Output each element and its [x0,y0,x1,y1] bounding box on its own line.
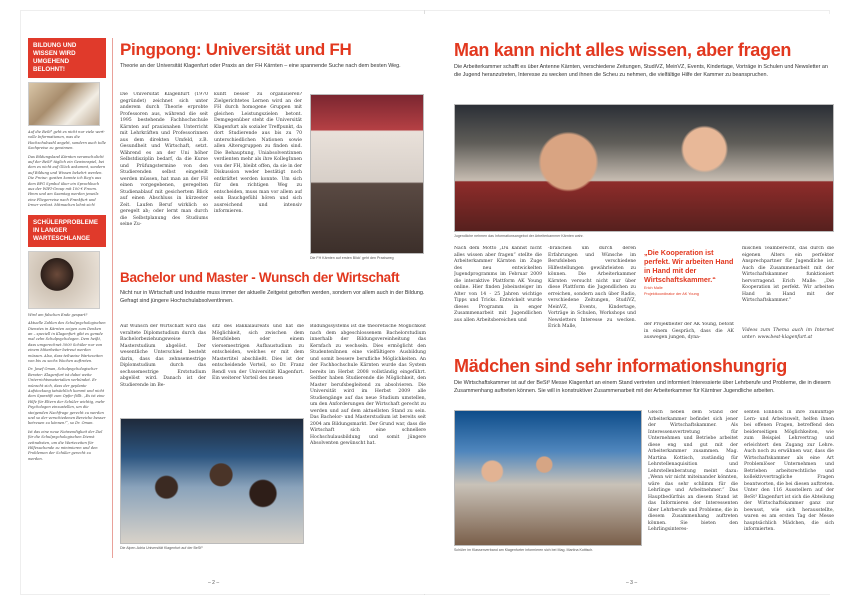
article-ak-young [454,40,834,79]
sidebar [28,38,106,465]
photo-wk-stand [454,410,642,546]
column-divider [112,38,113,558]
ak-col4: mischen Teamberecht, das durch die eigenen Alters ein perfekter Ansprechpartner für Jugendliche ist. Auch die Zusammenarbeit mit der Wirtschaftskammer funktioniert hervorragend. Erich Malle: „Die Kooperation ist perfekt. Wir arbeiten Hand in Hand mit der Wirtschaftskammer.“ [742,246,834,303]
headline-bachelor: Bachelor und Master - Wunsch der Wirtschaft [120,270,400,285]
ak-col2: -branchen um durch deren Erfahrungen und Wünsche im Berufsleben verschiedene Hilfestellungen gewährleisten zu können. Die Arbeiterkammer Kärnten versucht nicht nur über diese Plattform die Jugendlichen zu erreichen, sondern auch über Radio, verschiedene Zeitungen, StudiVZ, MeinVZ, Events, Kindertage, Vorträge in Schulen, Workshops und Newsletters Interesse zu wecken. Erich Malle, [548,246,636,329]
caption-wk-stand: Schüler im Klassenverband am Klagenfurter informieren sich bei Mag. Martina Kottisch. [454,548,594,552]
sidebar-text-bildung [28,130,106,209]
pull-quote-author: Erich Malle [644,286,663,290]
ak-video-note: Videos zum Thema auch im Internet unter: www.best-klagenfurt.at [742,328,834,340]
page-right [440,14,840,594]
caption-fh-booth: Die FH Kärnten auf ersten Blick' geht den Praxisweg [310,256,394,260]
deck-ak-young: Die Arbeiterkammer schafft es über Antenne Kärnten, verschiedene Zeitungen, StudiVZ, MeinVZ, Events, Kindertage, Vorträge in Schulen und Newsletter an die Jugend heranzutreten, Interesse zu wecken und ihnen die Scheu zu nehmen, die vielfältige Hilfe der Kammer zu beanspruchen. [454,64,828,78]
bachelor-col1: Auf Wunsch der Wirtschaft wird das veraltete Diplomstudium durch das Bachelorbeziehungsweise Masterstudium abgelöst. Der wesentliche Unterschied besteht darin, dass das zehnsemestrige Diplomstudium durch das sechssemestrige Erststudium abgelöst wird. Danach ist der Studierende im Be- [120,324,206,388]
sidebar-paragraph: Wird am falschen Ende gespart? [28,312,88,317]
caption-ak-booth: Jugendliche nehmen das Informationsangebot der Arbeiterkammer Kärnten wahr. [454,234,584,238]
headline-ak-young: Man kann nicht alles wissen, aber fragen [454,40,792,60]
sidebar-paragraph: Aktuelle Zahlen des Schulpsychologischen Dienstes in Kärnten zeigen zum Denken an – speziell in Klagenfurt gibt es gerade mal zehn Schulpsychologen. Dem heißt, dass umgerechnet 5000 Schüler nur von einem Mitarbeiter betreut werden müssen. Also, dass teilweise Wartezeiten von bis zu sechs Wochen auftreten. [28,321,106,363]
bachelor-col3: Bildungssystems ist die theoretische Möglichkeit nach dem abgeschlossenem Bachelorstudium innerhalb der Bildungsvereinheitung das Kernfach zu wechseln. Dies ermöglicht den StudentenInnen eine vielfältigere Ausbildung und somit bessere berufliche Möglichkeiten. An der Fachhochschule Kärnten wurde das System bereits im Herbst 2008 vollständig eingeführt. Seither haben Studierende die Möglichkeit, den Master berufsbegleitend zu absolvieren. Die Universität wird im Herbst 2009 alle Studiengänge auf das neue Studium umstellen, um den Anforderungen der Wirtschaft gerecht zu werden und auf dem aktuellsten Stand zu sein. Das Bachelor- und Masterstudium ist bereits seit 2004 am Bildungsmarkt. Der Grund war, dass die Wirtschaft sich eine schnellere Hochschulausbildung und somit jüngere Absolventen gewünscht hat. [310,324,426,446]
deck-maedchen: Die Wirtschaftskammer ist auf der BeSt³ Messe Klagenfurt an einem Stand vertreten und informiert Interessierte über Lehrberufe und Probleme, die in diesem Zusammenhang auftreten können. Sie will in konstruktiver Zusammenarbeit mit der Arbeiterkammer für Kärntner Jugendliche arbeiten. [454,380,831,394]
photo-university-stand [120,418,304,544]
sidebar-box-bildung: BILDUNG UND WISSEN WIRD UMGEHEND BELOHNT! [28,38,106,78]
sidebar-paragraph: Ist das eine neue Notwendigkeit der Ziel für die Schulpsychologischen Dienst zeitnahsten, um die Wartezeiten für Hilfesuchende zu minimieren und den Problemen der Schüler gerecht zu werden. [28,429,103,461]
sidebar-paragraph: Auf die BeSt³ geht es nicht nur viele wert-volle Informationen, was die Hochschulwahl angeht, sondern auch tolle Sachpreise zu gewinnen. [28,130,106,151]
bachelor-col2: sitz des Bakkalaureats und hat die Möglichkeit, sich zwischen dem Berufsleben oder einem viersemestrigen Aufbaustudium zu entscheiden, welches er mit dem Mastertitel abschließt. Dies ist der entscheidende Vorteil, so Dr. Franz Rendl von der Universität Klagenfurt. Ein weiterer Vorteil des neuen [212,324,304,381]
pull-quote: „Die Kooperation ist perfekt. Wir arbeiten Hand in Hand mit der Wirtschaftskammer.“ [644,248,734,284]
deck-pingpong: Theorie an der Universität Klagenfurt oder Praxis an der FH Kärnten – eine spannende Suche nach dem besten Weg. [120,63,401,69]
pull-quote-box [644,248,734,296]
deck-bachelor: Nicht nur in Wirtschaft und Industrie muss immer der aktuelle Zeitgeist getroffen werden, sondern vor allem auch in der Bildung. Gefragt sind jüngere HochschulabsolventInnen. [120,290,425,304]
article-bachelor [120,270,426,305]
article-pingpong [120,40,426,71]
wk-col2: senten Einblick in ihre zukünftige Lern- und Arbeitswelt, helfen ihnen bei offenen Fragen, betreffend den beiderseitigen Möglichkeiten, wie zum Beispiel Lehrvertrag und erleichtert den Zugang zur Lehre. Auch noch zu erwähnen war, dass die Wirtschaftskammer als eine Art Problemlöser Unternehmen und Betrieben arbeitsrechtliche und kollektivvertragliche Fragen beantworten, die bei diesen auftreten. Unter den 116 Ausstellern auf der BeSt³ Klagenfurt ist sich die Abteilung der Wirtschaftskammer ganz zur bewusst, wie sich herausstellte, waren es am ersten Tag der Messe hauptsächlich Mädchen, die sich informierten. [744,410,834,532]
page-left [28,14,428,594]
sidebar-photo-prizes [28,82,100,126]
caption-university-stand: Die Alpen-Adria Universität Klagenfurt auf der BeSt³ [120,546,203,550]
page-number-left: – 2 – [208,580,220,586]
ak-col3: der Projektleiter der AK Young, betont in einem Gespräch, dass die AK auswegen jungen, dyna- [644,322,734,340]
wk-col1: Gleich neben dem Stand der Arbeiterkammer befindet sich jener der Wirtschaftskammer. Als Interessensvertretung für Unternehmen und Betriebe arbeitet diese eng und gut mit der Arbeiterkammer zusammen. Mag. Martina Kottisch, zuständig für Lehrstellenaquisition und Lehrstellenberatung meint dazu: „Wenn wir nicht miteinander könnten, wäre das sehr schlimm für die Lehrlinge und Arbeitnehmer.“ Das Hauptbedürfnis an diesem Stand ist das Informieren der Interessenten über Lehrberufe und Probleme, die in diesem Zusammenhang auftreten können. Sie bieten den Lehrlingsinteres- [648,410,738,532]
article-maedchen [454,356,834,395]
page-number-right: – 3 – [626,580,638,586]
headline-pingpong: Pingpong: Universität und FH [120,40,352,59]
photo-fh-booth [310,94,424,254]
pingpong-col2: kunft besser zu organisieren? Zielgerichtetes Lernen wird an der FH durch homogene Gruppen mit gleichen Leistungszielen betont. Demgegenüber steht die Universität Klagenfurt als sozialer Treffpunkt, da dort Studierende aus bis zu 70 unterschiedlichen Nationen sowie allen Altersgruppen zu finden sind. Die Behauptung, Uniabsolventinnen verdienten mehr als ihre KollegInnen von der FH, bleibt offen, da sie in der Diskussion weder bestätigt noch entkräftet werden konnte. Um sich für den richtigen Weg zu entscheiden, muss man vor allem auf sein Bauchgefühl hören und sich ausreichend und intensiv informieren. [214,92,302,214]
sidebar-box-schuelerprobleme: SCHÜLERPROBLEME IN LANGER WARTESCHLANGE [28,215,106,247]
sidebar-text-schuelerprobleme [28,313,106,463]
sidebar-photo-portrait [28,251,100,309]
photo-ak-booth [454,104,834,232]
pull-quote-role: Projektkoordinator der AK Young [644,292,699,296]
headline-maedchen: Mädchen sind sehr informationshungrig [454,356,787,376]
pingpong-col1: Die Universität Klagenfurt (1970 gegründet) zeichnet sich unter anderem durch Theorie erprobte Professoren aus, während die seit 1995 bestehende Fachhochschule Kärnten auf praxisnahen Unterricht mit Lehrkräften und Professorinnen aus dem direkten Umfeld, z.B. Gesundheit und Wirtschaft, setzt. Während es an der Uni höher Selbstdisziplin bedarf, da die Kurse und Prüfungstermine von den Studierenden selbst eingeteilt werden müssen, hat man an der FH einen vorgegebenen, geregelten Studienablauf mit gesichertem Blick auf einen Abschluss in kürzester Zeit. Laufen Beruf wirklich so geregelt ab; oder lernt man durch die Selbstplanung des Studiums seine Zu- [120,92,208,227]
sidebar-paragraph: Dr. Josef Oman, Schulpsychologischer Berater: Klagenfurt ist dabei weite Unterrichtsmaterialien verbündet. Er wünscht sich, dass der geplante Aufstockung tatsächlich kommt und nicht dem Sparstift zum Opfer fällt. „Es ist eine Hilfe für Eltern der Schüler wichtig, mehr Psychologen einzustellen, um die steigenden Nachfrage gerecht zu werden und so der verschiedenen Bereiche besser betreuen zu können!“, so Dr. Oman. [28,367,106,426]
ak-col1: Nach dem Motto „Du kannst nicht alles wissen aber fragen“ stellte die Arbeiterkammer Kärnten im Zuge des neu entwickelten Jugendprogramms im Februar 2009 die interaktive Plattform AK Young online. Hier finden Jobeinsteiger im Alter von 14 - 25 Jahren wichtige Tipps und Tricks. Entwickelt wurde dieses Programm in enger Zusammenarbeit mit Jugendlichen aus allen Arbeitsbereichen und [454,246,542,323]
sidebar-paragraph: Das Bildungsland Kärnten veranschulicht auf der BeSt³ täglich ein Gewinnspiel, bei dem es nicht auf Glück ankommt, sondern auf Bildung und Wissen bekehrt werden. Die Preise: gesiten konnte ich Reg's aus dem BFG Symbol über ein Sprachbuch aus der WIFI-Group mit 100 € Freem. Hmm und am Saamtag werden jeweils eine Fliegerreise nach Frankfurt und Irmer verlost. Mitmachen lohnt sich! [28,154,106,208]
